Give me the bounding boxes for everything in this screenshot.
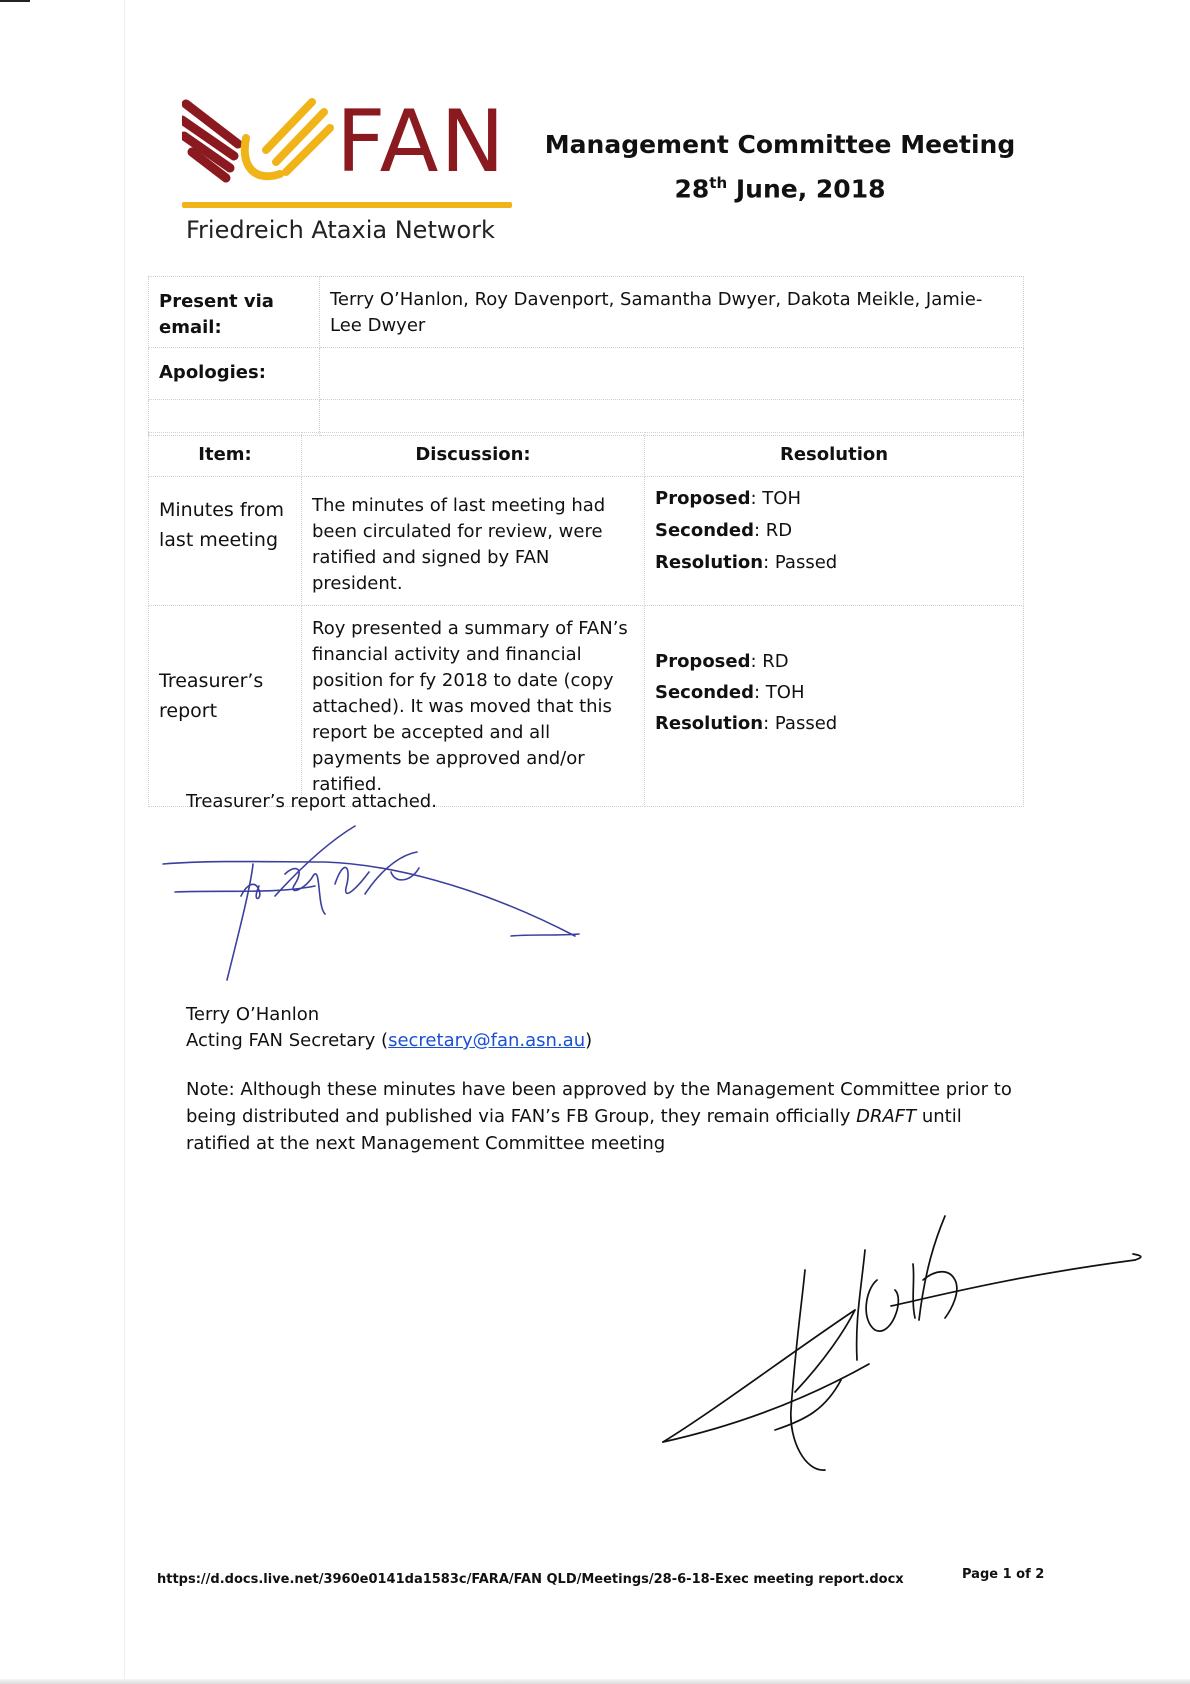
secretary-email-link[interactable]: secretary@fan.asn.au bbox=[388, 1030, 586, 1051]
proposed-label: Proposed bbox=[655, 651, 751, 672]
resolution-line bbox=[655, 708, 1013, 739]
title-line: Management Committee Meeting bbox=[544, 130, 1016, 159]
present-value: Terry O’Hanlon, Roy Davenport, Samantha Dwyer, Dakota Meikle, Jamie-Lee Dwyer bbox=[320, 277, 1024, 348]
role-suffix: ) bbox=[585, 1030, 593, 1051]
seconded-line bbox=[655, 677, 1013, 708]
seconded-label: Seconded bbox=[655, 520, 754, 541]
apologies-value bbox=[320, 348, 1024, 400]
resolution-header: Resolution bbox=[645, 433, 1024, 477]
table-row bbox=[149, 277, 1024, 348]
proposed-label: Proposed bbox=[655, 488, 751, 509]
date-day: 28 bbox=[674, 174, 710, 204]
table-row bbox=[149, 400, 1024, 436]
scan-edge bbox=[124, 0, 125, 1684]
item-header: Item: bbox=[149, 433, 302, 477]
signatory-role bbox=[186, 1028, 592, 1054]
document-path: https://d.docs.live.net/3960e0141da1583c/FARA/FAN QLD/Meetings/28-6-18-Exec meeting report.docx bbox=[157, 1572, 904, 1587]
agenda-item: Treasurer’s report bbox=[149, 606, 302, 807]
resolution-label: Resolution bbox=[655, 552, 764, 573]
agenda-item: Minutes from last meeting bbox=[149, 477, 302, 606]
meeting-date bbox=[540, 164, 1020, 208]
table-row bbox=[149, 348, 1024, 400]
date-suffix: th bbox=[709, 174, 728, 192]
seconded-value: : RD bbox=[754, 520, 793, 541]
signatory-block bbox=[186, 1002, 592, 1054]
apologies-label: Apologies: bbox=[149, 348, 320, 400]
resolution-line bbox=[655, 547, 1013, 579]
agenda-discussion: Roy presented a summary of FAN’s financial activity and financial position for fy 2018 to date (copy attached). It was moved that this report be accepted and all payments be approved and/or ratified. bbox=[302, 606, 645, 807]
hands-logo-icon bbox=[182, 98, 342, 198]
page-number: Page 1 of 2 bbox=[962, 1567, 1045, 1582]
table-row bbox=[149, 606, 1024, 807]
note-text-end: until ratified at the next Management Committee meeting bbox=[186, 1106, 962, 1154]
date-rest: June, 2018 bbox=[727, 174, 886, 204]
signatory-name: Terry O’Hanlon bbox=[186, 1004, 320, 1025]
draft-note bbox=[186, 1076, 1026, 1157]
resolution-value: : Passed bbox=[763, 713, 838, 734]
table-row bbox=[149, 477, 1024, 606]
proposed-line bbox=[655, 483, 1013, 515]
present-label: Present via email: bbox=[149, 277, 320, 348]
scan-artifact bbox=[0, 0, 30, 2]
logo-wordmark: FAN bbox=[336, 92, 507, 192]
attached-note: Treasurer’s report attached. bbox=[186, 791, 437, 812]
draft-word: DRAFT bbox=[856, 1106, 917, 1127]
agenda-resolution bbox=[645, 606, 1024, 807]
seconded-value: : TOH bbox=[754, 682, 805, 703]
table-header-row bbox=[149, 433, 1024, 477]
agenda-table bbox=[148, 432, 1024, 807]
secretary-signature bbox=[155, 824, 585, 984]
seconded-label: Seconded bbox=[655, 682, 754, 703]
agenda-discussion: The minutes of last meeting had been circulated for review, were ratified and signed by FAN president. bbox=[302, 477, 645, 606]
attendance-table bbox=[148, 276, 1024, 436]
document-title bbox=[540, 126, 1020, 208]
proposed-line bbox=[655, 646, 1013, 677]
president-signature bbox=[655, 1210, 1155, 1480]
resolution-value: : Passed bbox=[763, 552, 838, 573]
note-text: Note: Although these minutes have been approved by the Management Committee prior to being distributed and published via FAN’s FB Group, they remain officially bbox=[186, 1079, 1012, 1127]
scan-artifact bbox=[0, 1679, 1190, 1684]
fan-logo bbox=[182, 92, 522, 248]
role-text: Acting FAN Secretary ( bbox=[186, 1030, 389, 1051]
logo-underline bbox=[182, 202, 512, 208]
proposed-value: : RD bbox=[750, 651, 789, 672]
resolution-label: Resolution bbox=[655, 713, 764, 734]
agenda-resolution bbox=[645, 477, 1024, 606]
logo-tagline: Friedreich Ataxia Network bbox=[186, 216, 495, 244]
seconded-line bbox=[655, 515, 1013, 547]
discussion-header: Discussion: bbox=[302, 433, 645, 477]
proposed-value: : TOH bbox=[750, 488, 801, 509]
